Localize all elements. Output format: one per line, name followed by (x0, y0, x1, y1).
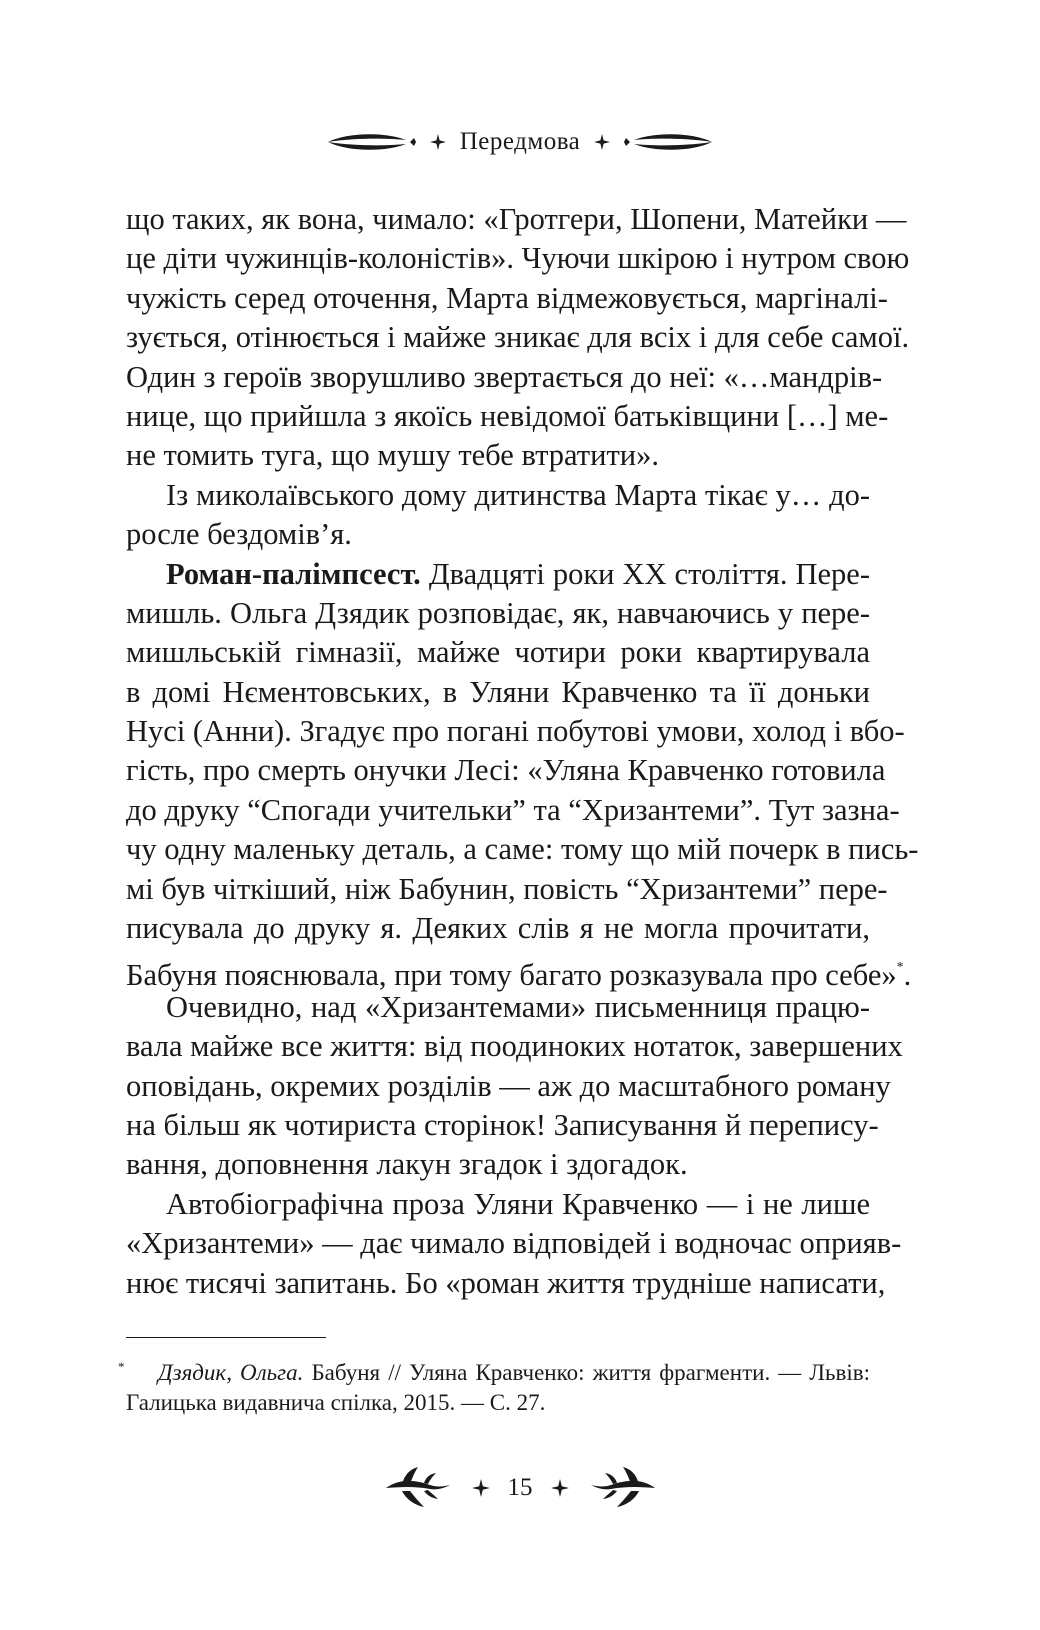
text-line: нює тисячі запитань. Бо «роман життя трудніше написати, (126, 1265, 886, 1300)
text-line: в домі Нєментовських, в Уляни Кравченко та її доньки (126, 674, 870, 709)
text-line: не томить туга, що мушу тебе втратити». (126, 438, 659, 473)
star-ornament-icon (472, 1479, 490, 1497)
text-line: мишльській гімназії, майже чотири роки квартирувала (126, 635, 870, 670)
text-line: мишль. Ольга Дзядик розповідає, як, навчаючись у пере- (126, 595, 870, 630)
text-line: вання, доповнення лакун згадок і здогадок. (126, 1147, 688, 1182)
footnote-mark: * (118, 1359, 125, 1374)
text-line: Нусі (Анни). Згадує про погані побутові умови, холод і вбо- (126, 714, 905, 749)
left-leaf-ornament-icon (326, 129, 416, 155)
main-text (126, 200, 919, 1303)
text-line: Очевидно, над «Хризантемами» письменниця працю- (166, 989, 870, 1024)
page-number: 15 (507, 1474, 533, 1501)
right-leaf-ornament-icon (624, 129, 714, 155)
footnote-author: Дзядик, Ольга. (158, 1360, 304, 1385)
text-fragment: . (903, 958, 912, 993)
footnote-reference[interactable]: * (896, 960, 904, 976)
text-fragment: Двадцяті роки XX століття. Пере- (428, 556, 870, 591)
page-footer (0, 1463, 1040, 1513)
text-line: зується, отінюється і майже зникає для всіх і для себе самої. (126, 320, 910, 355)
footnote-line (126, 1358, 870, 1388)
text-line: оповідань, окремих розділів — аж до масштабного роману (126, 1068, 891, 1103)
text-line: що таких, як вона, чимало: «Гротгери, Шопени, Матейки — (126, 202, 907, 236)
text-line (126, 555, 870, 594)
paragraph-heading: Роман-палімпсест. (166, 556, 421, 591)
right-flourish-ornament-icon (587, 1465, 657, 1511)
text-line: чу одну маленьку деталь, а саме: тому що мій почерк в пись- (126, 832, 919, 867)
text-line (126, 948, 912, 993)
text-line: до друку “Спогади учительки” та “Хризантеми”. Тут зазна- (126, 792, 900, 827)
text-line: на більш як чотириста сторінок! Записування й перепису- (126, 1107, 879, 1142)
text-line: «Хризантеми» — дає чимало відповідей і водночас оприяв- (126, 1226, 902, 1261)
star-ornament-icon (551, 1479, 569, 1497)
text-fragment: Бабуня пояснювала, при тому багато розказувала про себе» (126, 958, 897, 993)
text-line: писувала до друку я. Деяких слів я не могла прочитати, (126, 911, 870, 946)
footnote-line: Галицька видавнича спілка, 2015. — С. 27. (126, 1390, 546, 1415)
footnote-text: Бабуня // Уляна Кравченко: життя фрагменти. — Львів: (303, 1360, 870, 1385)
text-line: Автобіографічна проза Уляни Кравченко — і не лише (166, 1186, 870, 1221)
text-line: росле бездомів’я. (126, 517, 352, 552)
star-ornament-icon (430, 134, 446, 150)
running-header (0, 122, 1040, 162)
footnote (118, 1358, 870, 1418)
left-flourish-ornament-icon (384, 1465, 454, 1511)
text-line: нице, що прийшла з якоїсь невідомої батьківщини […] ме- (126, 398, 889, 433)
footnote-divider (126, 1337, 326, 1338)
text-line: вала майже все життя: від поодиноких нотаток, завершених (126, 1029, 903, 1064)
text-line: це діти чужинців-колоністів». Чуючи шкірою і нутром свою (126, 241, 910, 276)
text-line: мі був чіткіший, ніж Бабунин, повість “Хризантеми” пере- (126, 871, 888, 906)
text-line: чужість серед оточення, Марта відмежовується, маргіналі- (126, 280, 888, 315)
text-line: Із миколаївського дому дитинства Марта тікає у… до- (166, 477, 870, 512)
text-line: Один з героїв зворушливо звертається до неї: «…мандрів- (126, 359, 883, 394)
text-line: гість, про смерть онучки Лесі: «Уляна Кравченко готовила (126, 753, 886, 788)
star-ornament-icon (594, 134, 610, 150)
running-header-title: Передмова (459, 128, 581, 155)
